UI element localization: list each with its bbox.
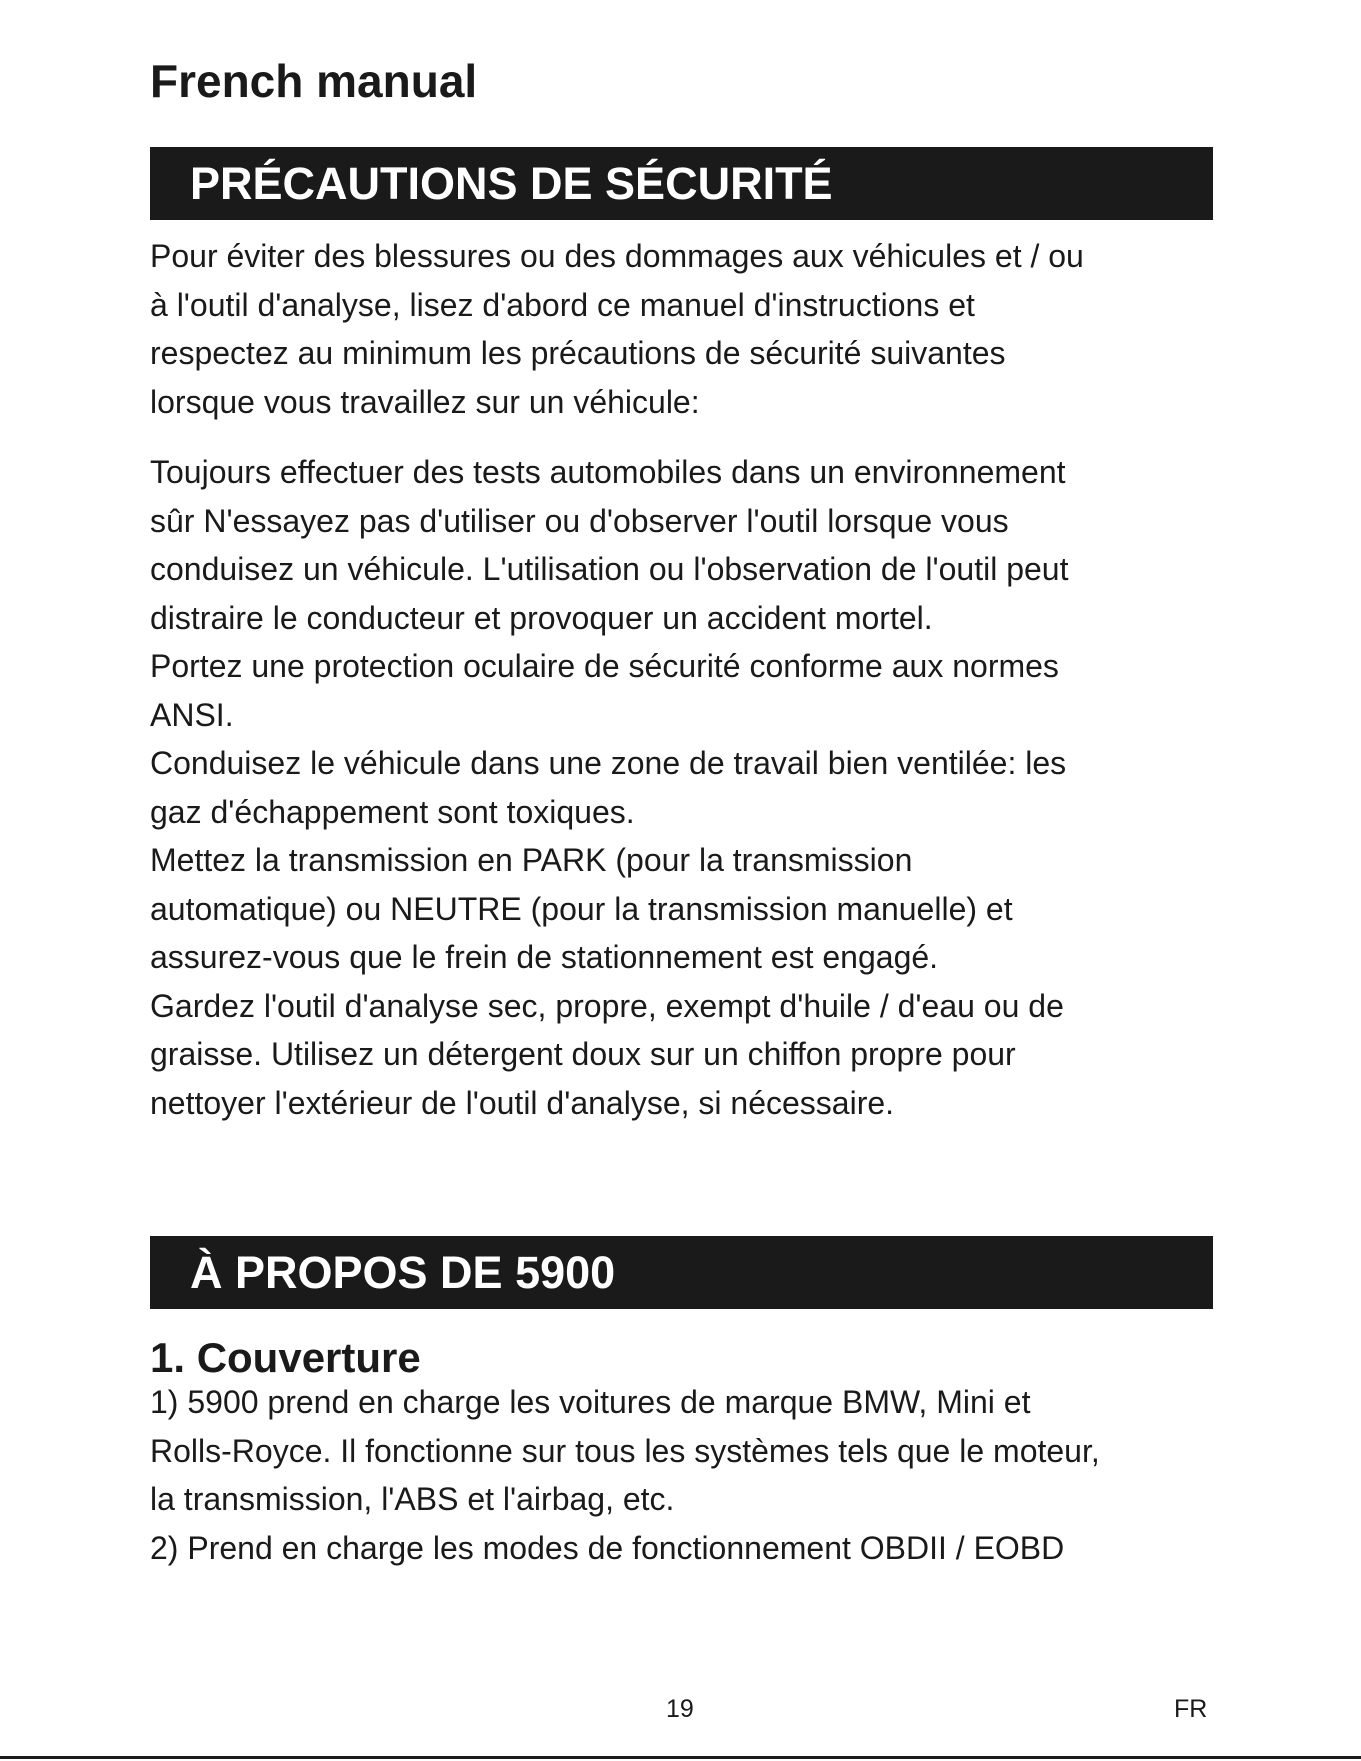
safety-body-paragraph (150, 448, 1230, 1127)
page-title: French manual (150, 55, 478, 107)
text-line: respectez au minimum les précautions de sécurité suivantes (150, 335, 1006, 371)
text-line: distraire le conducteur et provoquer un accident mortel. (150, 599, 933, 636)
text-line: gaz d'échappement sont toxiques. (150, 793, 635, 830)
text-line: 1) 5900 prend en charge les voitures de marque BMW, Mini et (150, 1384, 1031, 1420)
section-heading-safety: PRÉCAUTIONS DE SÉCURITÉ (150, 147, 1213, 220)
text-line: ANSI. (150, 696, 234, 733)
text-line: la transmission, l'ABS et l'airbag, etc. (150, 1481, 675, 1517)
text-line: assurez-vous que le frein de stationnement est engagé. (150, 939, 939, 975)
section-heading-about: À PROPOS DE 5900 (150, 1236, 1213, 1309)
text-line: conduisez un véhicule. L'utilisation ou l'observation de l'outil peut (150, 551, 1069, 587)
language-code: FR (1174, 1695, 1208, 1723)
text-line: graisse. Utilisez un détergent doux sur un chiffon propre pour (150, 1036, 1016, 1072)
page-number: 19 (666, 1695, 694, 1723)
text-line: Conduisez le véhicule dans une zone de travail bien ventilée: les (150, 745, 1067, 781)
safety-intro-paragraph (150, 232, 1230, 426)
text-line: nettoyer l'extérieur de l'outil d'analyse, si nécessaire. (150, 1084, 895, 1121)
text-line: à l'outil d'analyse, lisez d'abord ce manuel d'instructions et (150, 286, 975, 323)
text-line: Rolls-Royce. Il fonctionne sur tous les systèmes tels que le moteur, (150, 1432, 1100, 1469)
text-line: automatique) ou NEUTRE (pour la transmission manuelle) et (150, 890, 1013, 927)
subheading-coverage: 1. Couverture (150, 1334, 421, 1381)
text-line: 2) Prend en charge les modes de fonctionnement OBDII / EOBD (150, 1529, 1065, 1566)
text-line: Portez une protection oculaire de sécurité conforme aux normes (150, 648, 1059, 684)
text-line: Toujours effectuer des tests automobiles dans un environnement (150, 454, 1066, 490)
text-line: Pour éviter des blessures ou des dommages aux véhicules et / ou (150, 238, 1084, 274)
coverage-paragraph (150, 1378, 1230, 1572)
text-line: lorsque vous travaillez sur un véhicule: (150, 383, 700, 420)
text-line: Mettez la transmission en PARK (pour la transmission (150, 842, 913, 878)
text-line: Gardez l'outil d'analyse sec, propre, exempt d'huile / d'eau ou de (150, 987, 1064, 1024)
text-line: sûr N'essayez pas d'utiliser ou d'observer l'outil lorsque vous (150, 502, 1009, 539)
bottom-divider (0, 1756, 1361, 1759)
